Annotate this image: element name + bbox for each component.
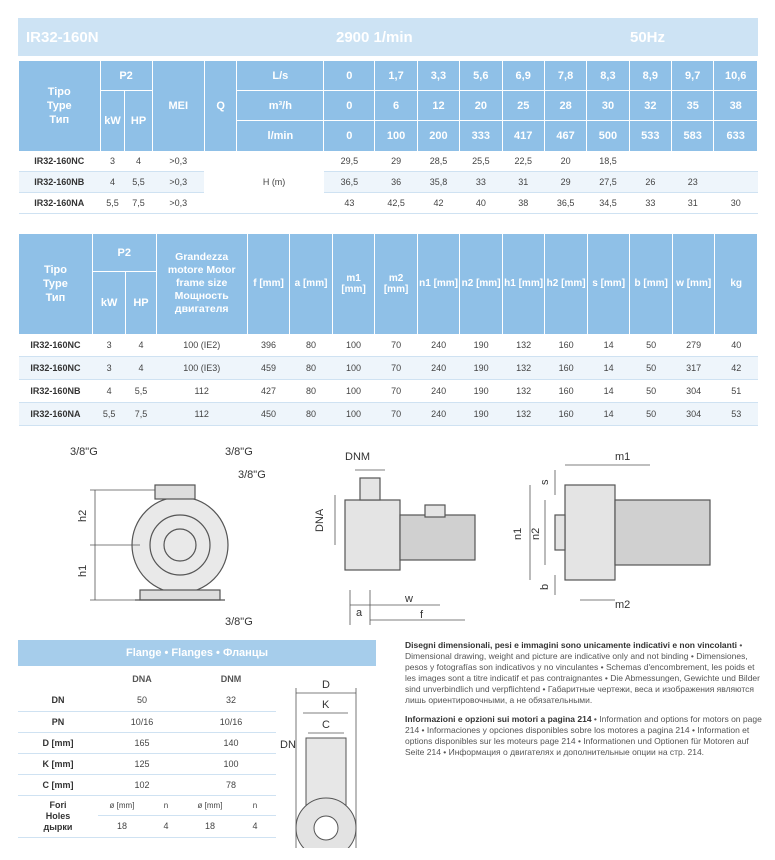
dim-value: 160: [545, 357, 588, 380]
h-value: 20: [544, 151, 586, 172]
dim-value: 240: [417, 403, 460, 426]
dim-value: 279: [672, 334, 715, 357]
notes-p1-bold: Disegni dimensionali, pesi e immagini sono unicamente indicativi e non vincolanti: [405, 640, 738, 650]
flange-dnm-header: DNM: [220, 674, 242, 684]
dim-value: 50: [630, 334, 673, 357]
dim-label-m1: m1: [615, 451, 631, 463]
h-value: 28,5: [417, 151, 459, 172]
p2-header: P2: [92, 234, 156, 272]
dim-col-header: kg: [715, 234, 758, 334]
h-value: 40: [460, 193, 502, 214]
dim-value: 160: [545, 334, 588, 357]
dim-value: 70: [375, 357, 418, 380]
h-label: H (m): [204, 151, 324, 214]
h-value: [714, 172, 758, 193]
dim-value: 304: [672, 403, 715, 426]
dim-value: 160: [545, 380, 588, 403]
h-value: 43: [324, 193, 375, 214]
flange-value: 10/16: [186, 711, 276, 732]
dim-row-hp: 7,5: [126, 403, 156, 426]
flange-value: 50: [98, 690, 186, 711]
h-value: 23: [672, 172, 714, 193]
dim-value: 40: [715, 334, 758, 357]
h-value: 29: [544, 172, 586, 193]
dim-value: 240: [417, 380, 460, 403]
dim-col-header: a [mm]: [290, 234, 333, 334]
gauge-port-label: 3/8"G: [70, 446, 98, 458]
notes-p2-bold: Informazioni e opzioni sui motori a pagina 214: [405, 714, 592, 724]
dimensions-table: [18, 233, 758, 426]
ls-value: 8,9: [629, 61, 671, 91]
fori-label: Fori Holes дырки: [18, 795, 98, 837]
dim-value: 132: [502, 380, 545, 403]
dim-col-header: m1 [mm]: [332, 234, 375, 334]
dim-row-kw: 3: [92, 334, 125, 357]
dim-row-hp: 5,5: [126, 380, 156, 403]
gauge-port-label: 3/8"G: [225, 446, 253, 458]
tipo-header: Tipo Type Тип: [19, 61, 101, 151]
lmin-value: 467: [544, 121, 586, 151]
dim-value: 459: [247, 357, 290, 380]
h-value: 25,5: [460, 151, 502, 172]
speed-title: 2900 1/min: [336, 28, 413, 46]
ls-value: 0: [324, 61, 375, 91]
dim-label-s: s: [539, 479, 551, 485]
flange-value: 78: [186, 774, 276, 795]
dim-value: 100: [332, 403, 375, 426]
dim-col-header: n2 [mm]: [460, 234, 503, 334]
fori-sub-header: n: [234, 795, 276, 815]
h-value: 38: [502, 193, 544, 214]
dim-value: 42: [715, 357, 758, 380]
ls-value: 1,7: [375, 61, 417, 91]
dim-value: 80: [290, 334, 333, 357]
h-value: 30: [714, 193, 758, 214]
dim-value: 14: [587, 357, 630, 380]
flange-value: 10/16: [98, 711, 186, 732]
fori-value: 4: [146, 815, 186, 837]
m3h-value: 6: [375, 91, 417, 121]
ls-value: 7,8: [544, 61, 586, 91]
ls-value: 8,3: [587, 61, 629, 91]
perf-row-hp: 7,5: [125, 193, 152, 214]
dim-label-w: w: [405, 593, 413, 605]
dim-label-K: K: [322, 699, 330, 711]
unit-ls: L/s: [237, 61, 324, 91]
m3h-value: 35: [672, 91, 714, 121]
dim-row-tipo: IR32-160NC: [19, 357, 93, 380]
hp-header: HP: [125, 91, 152, 151]
perf-row-kw: 3: [100, 151, 125, 172]
mei-header: MEI: [152, 61, 204, 151]
perf-row-kw: 5,5: [100, 193, 125, 214]
dim-label-n1: n1: [512, 527, 524, 540]
dim-value: 14: [587, 403, 630, 426]
dim-label-h1: h1: [77, 564, 89, 577]
fori-value: 4: [234, 815, 276, 837]
dim-row-kw: 4: [92, 380, 125, 403]
dna-label: DNA: [314, 508, 326, 532]
dim-value: 240: [417, 357, 460, 380]
dim-value: 53: [715, 403, 758, 426]
h-value: 42,5: [375, 193, 417, 214]
dim-row-tipo: IR32-160NB: [19, 380, 93, 403]
flange-value: 165: [98, 732, 186, 753]
perf-row-mei: >0,3: [152, 193, 204, 214]
dim-value: 132: [502, 334, 545, 357]
notes-p1-text: • Dimensional drawing, weight and picture are indicative only and not binding • Dimensiones, pesos y fotografías son indicativos y no vinculantes • Schemas d'encombrement, les poids et les images sont a titre indicatif et pas contraignantes • Die Abmessungen, Gewichte und Bilder sind unverbindlich und verpflichtend • Габаритные чертежи, веса и изображения являются лишь ориентировочными, а не обязательными.: [405, 640, 760, 705]
unit-lmin: l/min: [237, 121, 324, 151]
dim-value: 80: [290, 357, 333, 380]
perf-row-hp: 4: [125, 151, 152, 172]
m3h-value: 20: [460, 91, 502, 121]
flange-value: 140: [186, 732, 276, 753]
h-value: 31: [502, 172, 544, 193]
pump-top-view: [505, 440, 755, 630]
dim-label-n2: n2: [530, 527, 542, 540]
h-value: 26: [629, 172, 671, 193]
ls-value: 6,9: [502, 61, 544, 91]
lmin-value: 417: [502, 121, 544, 151]
fori-sub-header: ø [mm]: [186, 795, 234, 815]
tipo-header: Tipo Type Тип: [19, 234, 93, 334]
dim-label-b: b: [539, 583, 551, 590]
m3h-value: 38: [714, 91, 758, 121]
flange-drawing: [278, 668, 378, 848]
dim-row-size: 100 (IE3): [156, 357, 247, 380]
perf-row-tipo: IR32-160NC: [19, 151, 101, 172]
dim-label-a: a: [356, 607, 363, 619]
dim-col-header: n1 [mm]: [417, 234, 460, 334]
performance-table: [18, 60, 758, 214]
dim-value: 50: [630, 380, 673, 403]
h-value: 33: [629, 193, 671, 214]
m3h-value: 12: [417, 91, 459, 121]
title-bar: [18, 18, 758, 56]
dim-value: 70: [375, 380, 418, 403]
dim-col-header: s [mm]: [587, 234, 630, 334]
pump-side-view: [305, 440, 490, 630]
lmin-value: 583: [672, 121, 714, 151]
dim-row-tipo: IR32-160NC: [19, 334, 93, 357]
dim-label-h2: h2: [77, 509, 89, 522]
dim-label-m2: m2: [615, 599, 631, 611]
lmin-value: 200: [417, 121, 459, 151]
perf-row-tipo: IR32-160NB: [19, 172, 101, 193]
gauge-port-label: 3/8"G: [225, 616, 253, 628]
unit-m3h: m³/h: [237, 91, 324, 121]
dim-label-D: D: [322, 679, 330, 691]
flange-row-label: K [mm]: [18, 753, 98, 774]
dim-row-size: 112: [156, 403, 247, 426]
lmin-value: 533: [629, 121, 671, 151]
fori-sub-header: n: [146, 795, 186, 815]
motor-size-header: Grandezza motore Motor frame size Мощность двигателя: [156, 234, 247, 334]
m3h-value: 25: [502, 91, 544, 121]
flange-row-label: PN: [18, 711, 98, 732]
ls-value: 10,6: [714, 61, 758, 91]
h-value: 29,5: [324, 151, 375, 172]
dim-value: 80: [290, 403, 333, 426]
h-value: 18,5: [587, 151, 629, 172]
model-title: IR32-160N: [26, 28, 99, 46]
dim-value: 100: [332, 380, 375, 403]
dim-value: 70: [375, 403, 418, 426]
lmin-value: 333: [460, 121, 502, 151]
p2-header: P2: [100, 61, 152, 91]
dim-row-kw: 5,5: [92, 403, 125, 426]
fori-sub-header: ø [mm]: [98, 795, 146, 815]
h-value: 36,5: [544, 193, 586, 214]
dim-col-header: b [mm]: [630, 234, 673, 334]
dim-value: 100: [332, 334, 375, 357]
flange-title: Flange • Flanges • Фланцы: [18, 640, 376, 666]
flange-row-label: C [mm]: [18, 774, 98, 795]
h-value: 22,5: [502, 151, 544, 172]
flange-dna-header: DNA: [132, 674, 152, 684]
dim-value: 100: [332, 357, 375, 380]
notes-p2-text: • Information and options for motors on page 214 • Informaciones y opciones disponibles sobre los motores a pagina 214 • Information et options disponibles sur les moteurs page 214 • Informationen und Optionen für Motoren auf Seite 214 • Информация о двигателях и дополнительные опции на стр. 214.: [405, 714, 762, 757]
dim-value: 427: [247, 380, 290, 403]
dim-label-DN: DN: [280, 739, 296, 751]
perf-row-kw: 4: [100, 172, 125, 193]
dim-col-header: h2 [mm]: [545, 234, 588, 334]
dnm-label: DNM: [345, 451, 371, 463]
flange-table: [18, 668, 276, 838]
m3h-value: 32: [629, 91, 671, 121]
h-value: 36: [375, 172, 417, 193]
m3h-value: 28: [544, 91, 586, 121]
dim-value: 396: [247, 334, 290, 357]
perf-row-mei: >0,3: [152, 172, 204, 193]
m3h-value: 0: [324, 91, 375, 121]
h-value: 29: [375, 151, 417, 172]
lmin-value: 500: [587, 121, 629, 151]
perf-row-tipo: IR32-160NA: [19, 193, 101, 214]
pump-front-view: [60, 440, 300, 630]
dim-value: 14: [587, 334, 630, 357]
dim-value: 51: [715, 380, 758, 403]
h-value: 35,8: [417, 172, 459, 193]
ls-value: 3,3: [417, 61, 459, 91]
dim-col-header: h1 [mm]: [502, 234, 545, 334]
dim-row-size: 112: [156, 380, 247, 403]
m3h-value: 30: [587, 91, 629, 121]
dim-value: 190: [460, 380, 503, 403]
h-value: 36,5: [324, 172, 375, 193]
dim-value: 14: [587, 380, 630, 403]
q-header: Q: [204, 61, 237, 151]
h-value: [672, 151, 714, 172]
dim-value: 80: [290, 380, 333, 403]
dim-value: 317: [672, 357, 715, 380]
dim-value: 160: [545, 403, 588, 426]
dim-row-hp: 4: [126, 357, 156, 380]
lmin-value: 0: [324, 121, 375, 151]
dim-row-tipo: IR32-160NA: [19, 403, 93, 426]
dim-value: 190: [460, 334, 503, 357]
flange-row-label: DN: [18, 690, 98, 711]
dim-value: 190: [460, 357, 503, 380]
notes: [405, 640, 763, 766]
kw-header: kW: [100, 91, 125, 151]
perf-row-mei: >0,3: [152, 151, 204, 172]
flange-value: 100: [186, 753, 276, 774]
ls-value: 5,6: [460, 61, 502, 91]
dim-col-header: m2 [mm]: [375, 234, 418, 334]
ls-value: 9,7: [672, 61, 714, 91]
h-value: 42: [417, 193, 459, 214]
h-value: [714, 151, 758, 172]
hp-header: HP: [126, 272, 156, 334]
flange-value: 125: [98, 753, 186, 774]
dim-value: 190: [460, 403, 503, 426]
dim-value: 70: [375, 334, 418, 357]
fori-value: 18: [186, 815, 234, 837]
flange-row-label: D [mm]: [18, 732, 98, 753]
gauge-port-label: 3/8"G: [238, 469, 266, 481]
flange-value: 32: [186, 690, 276, 711]
h-value: [629, 151, 671, 172]
h-value: 27,5: [587, 172, 629, 193]
dim-row-kw: 3: [92, 357, 125, 380]
dim-row-hp: 4: [126, 334, 156, 357]
freq-title: 50Hz: [630, 28, 666, 46]
dim-value: 132: [502, 403, 545, 426]
dim-value: 50: [630, 357, 673, 380]
dim-label-C: C: [322, 719, 330, 731]
fori-value: 18: [98, 815, 146, 837]
dim-value: 240: [417, 334, 460, 357]
perf-row-hp: 5,5: [125, 172, 152, 193]
lmin-value: 633: [714, 121, 758, 151]
h-value: 33: [460, 172, 502, 193]
lmin-value: 100: [375, 121, 417, 151]
dim-value: 132: [502, 357, 545, 380]
h-value: 31: [672, 193, 714, 214]
kw-header: kW: [92, 272, 125, 334]
flange-value: 102: [98, 774, 186, 795]
dim-value: 450: [247, 403, 290, 426]
dim-col-header: f [mm]: [247, 234, 290, 334]
dim-value: 50: [630, 403, 673, 426]
dim-value: 304: [672, 380, 715, 403]
dim-col-header: w [mm]: [672, 234, 715, 334]
dim-label-f: f: [420, 609, 424, 621]
h-value: 34,5: [587, 193, 629, 214]
dim-row-size: 100 (IE2): [156, 334, 247, 357]
